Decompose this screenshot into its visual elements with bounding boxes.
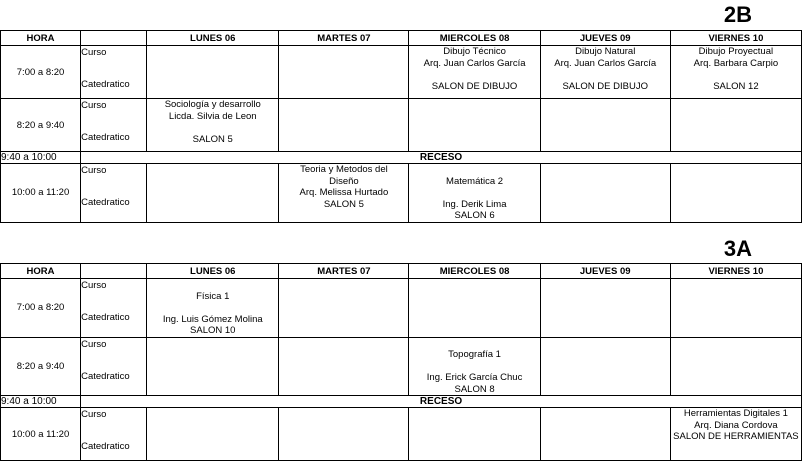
cell-line: SALON 8 xyxy=(454,383,495,395)
class-cell xyxy=(409,99,540,152)
cell-line: Física 1 xyxy=(196,290,230,302)
time-slot: 8:20 a 9:40 xyxy=(1,99,81,152)
class-cell xyxy=(279,164,409,223)
header-row xyxy=(1,31,802,46)
class-cell xyxy=(670,408,801,461)
cell-line xyxy=(409,69,539,81)
curso-label: Curso xyxy=(81,100,107,111)
cell-line: Licda. Silvia de Leon xyxy=(168,110,257,122)
time-slot: 10:00 a 11:20 xyxy=(1,408,81,461)
catedratico-label: Catedratico xyxy=(81,132,130,143)
day-header: LUNES 06 xyxy=(147,264,279,279)
time-block-row xyxy=(1,408,802,461)
cell-line: SALON DE HERRAMIENTAS xyxy=(673,431,799,442)
curso-label: Curso xyxy=(81,409,107,420)
cell-line: Dibujo Natural xyxy=(575,46,636,57)
cell-line xyxy=(541,69,670,81)
cell-line xyxy=(147,279,278,291)
class-cell xyxy=(147,279,279,338)
time-block-row xyxy=(1,279,802,338)
cell-line: SALON 5 xyxy=(192,133,233,145)
hour-header: HORA xyxy=(1,31,81,46)
cell-line xyxy=(147,122,278,134)
class-cell xyxy=(147,337,279,396)
row-labels xyxy=(81,164,147,223)
row-labels xyxy=(81,99,147,152)
cell-line: Ing. Derik Lima xyxy=(442,198,507,210)
schedule-table xyxy=(0,263,802,461)
cell-line: Ing. Luis Gómez Molina xyxy=(162,313,263,325)
class-cell xyxy=(147,408,279,461)
hour-header: HORA xyxy=(1,264,81,279)
class-cell xyxy=(147,46,279,99)
cell-line: Teoria y Metodos del xyxy=(300,164,388,175)
day-header: JUEVES 09 xyxy=(540,264,670,279)
cell-line: Topografía 1 xyxy=(448,349,501,360)
cell-line: Arq. Diana Cordova xyxy=(694,419,778,431)
cell-line: SALON 5 xyxy=(323,198,364,210)
recess-row xyxy=(1,152,802,164)
day-header: MIERCOLES 08 xyxy=(409,31,540,46)
class-cell xyxy=(409,164,540,223)
class-cell xyxy=(409,337,540,396)
class-cell xyxy=(279,337,409,396)
class-cell xyxy=(409,408,540,461)
class-cell xyxy=(540,337,670,396)
cell-line: Arq. Juan Carlos García xyxy=(423,57,526,69)
time-block-row xyxy=(1,46,802,99)
day-header: MARTES 07 xyxy=(279,264,409,279)
class-cell xyxy=(670,164,801,223)
class-cell xyxy=(540,408,670,461)
class-cell xyxy=(279,279,409,338)
day-header: VIERNES 10 xyxy=(670,31,801,46)
cell-line: Diseño xyxy=(329,175,359,187)
class-cell xyxy=(147,164,279,223)
recess-time: 9:40 a 10:00 xyxy=(1,396,81,408)
time-block-row xyxy=(1,99,802,152)
cell-line: SALON 10 xyxy=(190,325,236,336)
cell-line xyxy=(409,338,539,350)
recess-label: RECESO xyxy=(81,152,802,164)
catedratico-label: Catedratico xyxy=(81,370,130,382)
curso-label: Curso xyxy=(81,338,107,350)
curso-label: Curso xyxy=(81,47,107,58)
catedratico-label: Catedratico xyxy=(81,79,130,90)
row-labels xyxy=(81,408,147,461)
time-slot: 7:00 a 8:20 xyxy=(1,279,81,338)
class-cell xyxy=(540,164,670,223)
class-cell xyxy=(409,46,540,99)
class-cell xyxy=(279,408,409,461)
day-header: JUEVES 09 xyxy=(540,31,670,46)
curso-label: Curso xyxy=(81,165,107,176)
day-header: MARTES 07 xyxy=(279,31,409,46)
cell-line: Arq. Barbara Carpio xyxy=(693,57,779,69)
cell-line: Arq. Juan Carlos García xyxy=(554,57,657,69)
class-cell xyxy=(409,279,540,338)
cell-line: SALON 6 xyxy=(454,210,495,221)
cell-line: Arq. Melissa Hurtado xyxy=(299,187,389,198)
class-cell xyxy=(670,99,801,152)
class-cell xyxy=(540,99,670,152)
time-block-row xyxy=(1,337,802,396)
class-cell xyxy=(279,99,409,152)
label-header xyxy=(81,31,147,46)
row-labels xyxy=(81,279,147,338)
day-header: LUNES 06 xyxy=(147,31,279,46)
cell-line xyxy=(409,187,539,199)
cell-line: Dibujo Técnico xyxy=(443,46,506,57)
header-row xyxy=(1,264,802,279)
cell-line xyxy=(409,361,539,373)
class-cell xyxy=(670,279,801,338)
cell-line: SALON DE DIBUJO xyxy=(562,80,648,92)
cell-line: Matemática 2 xyxy=(446,175,504,187)
schedule-title: 3A xyxy=(723,236,752,261)
catedratico-label: Catedratico xyxy=(81,197,130,208)
catedratico-label: Catedratico xyxy=(81,441,130,452)
recess-label: RECESO xyxy=(81,396,802,408)
class-cell xyxy=(540,279,670,338)
row-labels xyxy=(81,337,147,396)
cell-line: Herramientas Digitales 1 xyxy=(683,408,788,419)
row-labels xyxy=(81,46,147,99)
cell-line: SALON 12 xyxy=(713,80,759,92)
cell-line xyxy=(409,164,539,176)
class-cell xyxy=(670,46,801,99)
day-header: MIERCOLES 08 xyxy=(409,264,540,279)
curso-label: Curso xyxy=(81,280,107,291)
class-cell xyxy=(147,99,279,152)
cell-line: Dibujo Proyectual xyxy=(698,46,774,57)
recess-row xyxy=(1,396,802,408)
class-cell xyxy=(279,46,409,99)
label-header xyxy=(81,264,147,279)
cell-line xyxy=(671,69,801,81)
time-slot: 10:00 a 11:20 xyxy=(1,164,81,223)
catedratico-label: Catedratico xyxy=(81,312,130,323)
cell-line: Ing. Erick García Chuc xyxy=(426,372,523,383)
recess-time: 9:40 a 10:00 xyxy=(1,152,81,164)
schedule-title: 2B xyxy=(723,2,752,27)
class-cell xyxy=(670,337,801,396)
cell-line xyxy=(147,302,278,314)
class-cell xyxy=(540,46,670,99)
schedule-table xyxy=(0,30,802,223)
time-slot: 8:20 a 9:40 xyxy=(1,337,81,396)
day-header: VIERNES 10 xyxy=(670,264,801,279)
cell-line: SALON DE DIBUJO xyxy=(431,80,518,92)
time-block-row xyxy=(1,164,802,223)
time-slot: 7:00 a 8:20 xyxy=(1,46,81,99)
cell-line: Sociología y desarrollo xyxy=(164,99,261,110)
